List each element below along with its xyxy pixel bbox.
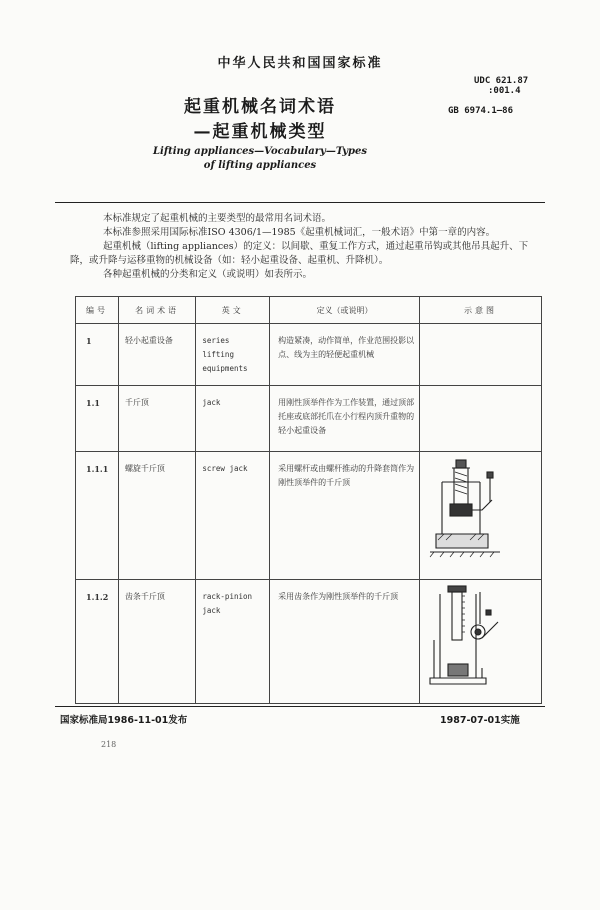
screw-jack-diagram (420, 452, 541, 570)
row-definition: 采用齿条作为刚性顶举件的千斤顶 (278, 592, 399, 601)
table-row (76, 324, 542, 386)
udc-code (474, 76, 528, 96)
title-cn-line-1: 起重机械名词术语 (184, 97, 336, 117)
header-term-en: 英文 (196, 297, 270, 324)
page-number: 218 (101, 740, 117, 749)
row-number: 1.1.1 (86, 464, 109, 474)
table-row (76, 386, 542, 452)
row-term-cn: 螺旋千斤顶 (124, 464, 165, 473)
gb-number: GB 6974.1—86 (448, 106, 514, 116)
standard-header: 中华人民共和国国家标准 (217, 56, 383, 71)
table-row (76, 580, 542, 704)
row-term-cn: 轻小起重设备 (124, 336, 173, 345)
row-definition: 构造紧凑，动作简单，作业范围投影以点、线为主的轻便起重机械 (278, 336, 415, 359)
udc-line-2: :001.4 (488, 86, 521, 96)
header-diagram: 示意图 (419, 297, 541, 324)
terms-table (75, 296, 542, 704)
row-term-en: series lifting equipments (202, 336, 248, 373)
row-term-cn: 千斤顶 (124, 398, 149, 407)
row-number: 1.1.2 (86, 592, 109, 602)
row-term-en: screw jack (202, 464, 248, 473)
rack-jack-diagram (420, 580, 541, 696)
row-definition: 用刚性顶举件作为工作装置，通过顶部托座或底部托爪在小行程内顶升重物的轻小起重设备 (278, 398, 415, 435)
header-number: 编号 (76, 297, 119, 324)
issue-date: 国家标准局1986-11-01发布 (60, 715, 188, 726)
row-term-en: rack-pinion jack (202, 592, 253, 615)
row-figure (420, 386, 541, 396)
header-definition: 定义（或说明） (270, 297, 420, 324)
intro-paragraph: 本标准参照采用国际标准ISO 4306/1—1985《起重机械词汇，一般术语》中第一章的内容。 (103, 227, 496, 238)
row-figure (420, 324, 541, 334)
title-en-line-2: of lifting appliances (203, 160, 317, 171)
effective-date: 1987-07-01实施 (440, 715, 520, 726)
row-number: 1 (86, 336, 92, 346)
row-number: 1.1 (86, 398, 100, 408)
title-en-line-1: Lifting appliances—Vocabulary—Types (152, 146, 368, 157)
header-term-cn: 名词术语 (118, 297, 195, 324)
bottom-rule (55, 706, 545, 707)
top-rule (55, 202, 545, 203)
intro-paragraph: 本标准规定了起重机械的主要类型的最常用名词术语。 (103, 213, 332, 224)
intro-text (70, 212, 540, 282)
intro-paragraph: 各种起重机械的分类和定义（或说明）如表所示。 (103, 269, 313, 280)
row-term-cn: 齿条千斤顶 (124, 592, 165, 601)
udc-line-1: UDC 621.87 (474, 76, 529, 86)
row-term-en: jack (202, 398, 221, 407)
table-row (76, 452, 542, 580)
row-definition: 采用螺杆或由螺杆推动的升降套筒作为刚性顶举件的千斤顶 (278, 464, 415, 487)
title-cn-line-2: —起重机械类型 (193, 122, 327, 142)
table-header-row (76, 297, 542, 324)
intro-paragraph: 起重机械（lifting appliances）的定义：以间歇、重复工作方式，通过起重吊钩或其他吊具起升、下降，或升降与运移重物的机械设备（如：轻小起重设备、起重机、升降机）。 (70, 241, 529, 266)
